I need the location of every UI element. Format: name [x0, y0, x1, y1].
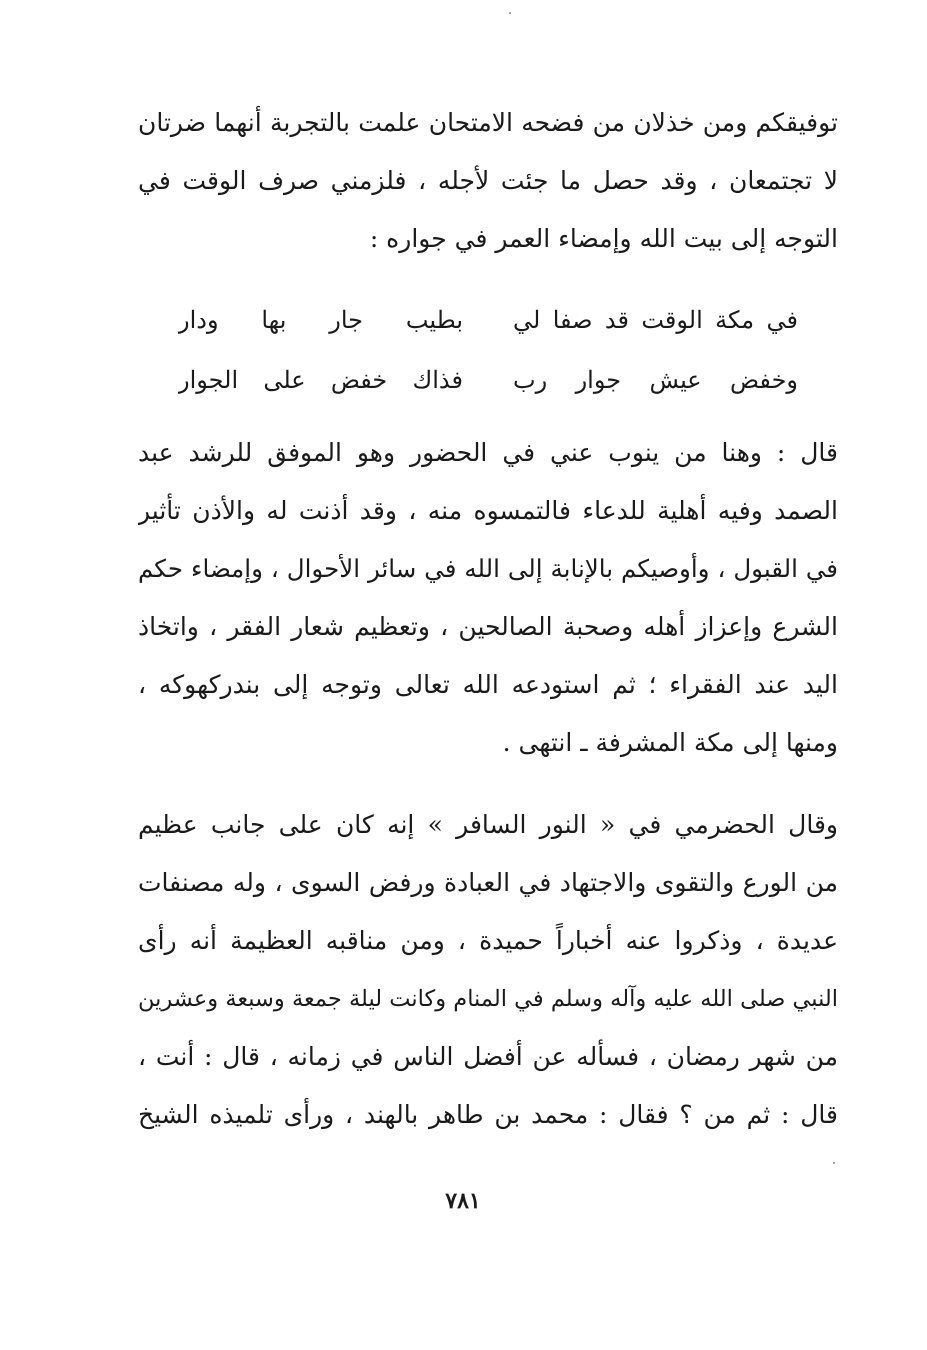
text-line: في القبول ، وأوصيكم بالإنابة إلى الله في سائر الأحوال ، وإمضاء حكم: [138, 554, 838, 583]
verse-second-hemistich: بطيب جار بها ودار: [178, 306, 463, 334]
text-line: قال : ثم من ؟ فقال : محمد بن طاهر بالهند ، ورأى تلميذه الشيخ: [138, 1100, 838, 1129]
verse-first-hemistich: وخفض عيش جوار رب: [513, 366, 798, 394]
verse-second-hemistich: فذاك خفض على الجوار: [178, 366, 463, 394]
text-line: وقال الحضرمي في « النور السافر » إنه كان على جانب عظيم: [138, 810, 838, 839]
text-line: عديدة ، وذكروا عنه أخباراً حميدة ، ومن مناقبه العظيمة أنه رأى: [138, 926, 838, 955]
text-line: من شهر رمضان ، فسأله عن أفضل الناس في زمانه ، قال : أنت ،: [138, 1042, 838, 1071]
text-line: ومنها إلى مكة المشرفة ـ انتهى .: [502, 728, 838, 757]
text-line: النبي صلى الله عليه وآله وسلم في المنام وكانت ليلة جمعة وسبعة وعشرين: [138, 986, 838, 1012]
text-line: من الورع والتقوى والاجتهاد في العبادة ورفض السوى ، وله مصنفات: [138, 868, 838, 897]
paragraph-1: [138, 94, 838, 268]
text-line: الشرع وإعزاز أهله وصحبة الصالحين ، وتعظيم شعار الفقر ، واتخاذ: [138, 612, 838, 641]
page-number: ٧٨١: [445, 1188, 481, 1214]
paragraph-3: [138, 796, 838, 1144]
text-line: توفيقكم ومن خذلان من فضحه الامتحان علمت بالتجربة أنهما ضرتان: [138, 108, 838, 137]
poem-verse: [178, 354, 798, 406]
text-line: اليد عند الفقراء ؛ ثم استودعه الله تعالى وتوجه إلى بندركهوكه ،: [138, 670, 838, 699]
poem-verse: [178, 294, 798, 346]
verse-first-hemistich: في مكة الوقت قد صفا لي: [513, 306, 798, 334]
scan-speck: [509, 12, 511, 14]
text-line: لا تجتمعان ، وقد حصل ما جئت لأجله ، فلزمني صرف الوقت في: [138, 166, 838, 195]
text-line: التوجه إلى بيت الله وإمضاء العمر في جواره :: [369, 224, 838, 253]
paragraph-2: [138, 424, 838, 772]
text-line: الصمد وفيه أهلية للدعاء فالتمسوه منه ، وقد أذنت له والأذن تأثير: [138, 496, 838, 525]
scan-speck: [833, 1162, 835, 1164]
text-line: قال : وهنا من ينوب عني في الحضور وهو الموفق للرشد عبد: [138, 438, 838, 467]
